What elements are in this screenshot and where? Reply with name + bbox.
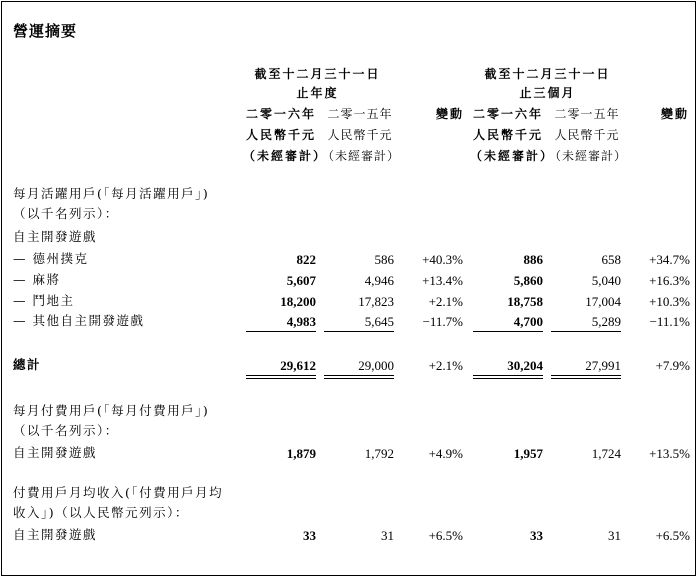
col-q-2015-year: 二零一五年 [554, 107, 620, 121]
cell-y15: 4,946 [364, 273, 394, 288]
cell-ych: +2.1% [428, 294, 463, 309]
total-rule [473, 378, 543, 379]
mpu-title-line2: （以千名列示）： [13, 423, 119, 438]
col-2016-note: （未經審計） [243, 149, 328, 163]
row-label: 自主開發遊戲 [13, 527, 98, 542]
cell-y16: 1,879 [286, 446, 316, 461]
total-rule [551, 378, 621, 379]
year-group-line1: 截至十二月三十一日 [254, 67, 381, 81]
cell-qch: +13.5% [649, 446, 690, 461]
total-rule [473, 375, 543, 376]
col-q-2016-unit: 人民幣千元 [472, 128, 543, 142]
row-label: — 鬥地主 [13, 293, 75, 308]
cell-y15: 17,823 [358, 294, 394, 309]
arppu-title-line2: 收入」)（以人民幣元列示）： [13, 505, 189, 520]
total-rule [551, 375, 621, 376]
cell-q15: 5,040 [591, 273, 621, 288]
cell-qch: +10.3% [649, 294, 690, 309]
cell-q15: 658 [601, 252, 621, 267]
cell-ych: +4.9% [428, 446, 463, 461]
cell-qch: +16.3% [649, 273, 690, 288]
cell-ych: +13.4% [422, 273, 463, 288]
cell-ych: −11.7% [422, 314, 463, 329]
col-change-year: 變動 [435, 107, 464, 121]
cell-q16: 886 [523, 252, 543, 267]
cell-q15: 5,289 [591, 314, 621, 329]
total-rule [246, 378, 316, 379]
cell-y15: 586 [374, 252, 394, 267]
quarter-group-line2: 止三個月 [519, 86, 576, 100]
total-rule [246, 375, 316, 376]
total-y15: 29,000 [358, 358, 394, 373]
total-y16: 29,612 [280, 358, 316, 373]
cell-y16: 4,983 [286, 314, 316, 329]
cell-q16: 18,758 [507, 294, 543, 309]
cell-qch: +6.5% [655, 528, 690, 543]
col-2016-year: 二零一六年 [245, 107, 316, 121]
row-label: 自主開發遊戲 [13, 445, 98, 460]
mau-title-line1: 每月活躍用戶(「每月活躍用戶」) [13, 186, 210, 201]
subtotal-rule [324, 331, 394, 332]
cell-q16: 4,700 [513, 314, 543, 329]
self-games-label: 自主開發遊戲 [13, 229, 98, 244]
col-q-2016-year: 二零一六年 [472, 107, 543, 121]
quarter-group-line1: 截至十二月三十一日 [484, 67, 611, 81]
col-change-quarter: 變動 [660, 107, 689, 121]
subtotal-rule [551, 331, 621, 332]
col-2015-note: （未經審計） [322, 149, 401, 163]
total-rule [324, 375, 394, 376]
cell-y16: 822 [296, 252, 316, 267]
cell-y15: 1,792 [364, 446, 394, 461]
subtotal-rule [246, 331, 316, 332]
year-group-line2: 止年度 [296, 86, 339, 100]
cell-q16: 1,957 [513, 446, 543, 461]
mau-title-line2: （以千名列示）： [13, 206, 119, 221]
subtotal-rule [473, 331, 543, 332]
cell-ych: +40.3% [422, 252, 463, 267]
total-q16: 30,204 [507, 358, 543, 373]
cell-y16: 5,607 [286, 273, 316, 288]
cell-q16: 33 [530, 528, 543, 543]
cell-y15: 5,645 [364, 314, 394, 329]
cell-y16: 18,200 [280, 294, 316, 309]
col-2015-unit: 人民幣千元 [327, 128, 393, 142]
cell-y16: 33 [303, 528, 316, 543]
cell-q16: 5,860 [513, 273, 543, 288]
cell-ych: +6.5% [428, 528, 463, 543]
total-q15: 27,991 [585, 358, 621, 373]
total-rule [324, 378, 394, 379]
cell-q15: 1,724 [591, 446, 621, 461]
total-label: 總計 [13, 357, 42, 372]
col-2015-year: 二零一五年 [327, 107, 393, 121]
col-q-2015-unit: 人民幣千元 [554, 128, 620, 142]
arppu-title-line1: 付費用戶月均收入(「付費用戶月均 [13, 485, 224, 500]
col-2016-unit: 人民幣千元 [245, 128, 316, 142]
row-label: — 其他自主開發遊戲 [13, 313, 145, 328]
row-label: — 麻將 [13, 272, 61, 287]
cell-qch: +34.7% [649, 252, 690, 267]
mpu-title-line1: 每月付費用戶(「每月付費用戶」) [13, 403, 210, 418]
cell-q15: 31 [608, 528, 621, 543]
total-qch: +7.9% [655, 358, 690, 373]
page-title: 營運摘要 [13, 22, 78, 40]
cell-q15: 17,004 [585, 294, 621, 309]
cell-qch: −11.1% [649, 314, 690, 329]
total-ych: +2.1% [428, 358, 463, 373]
cell-y15: 31 [381, 528, 394, 543]
row-label: — 德州撲克 [13, 251, 89, 266]
col-q-2016-note: （未經審計） [470, 149, 555, 163]
col-q-2015-note: （未經審計） [549, 149, 628, 163]
